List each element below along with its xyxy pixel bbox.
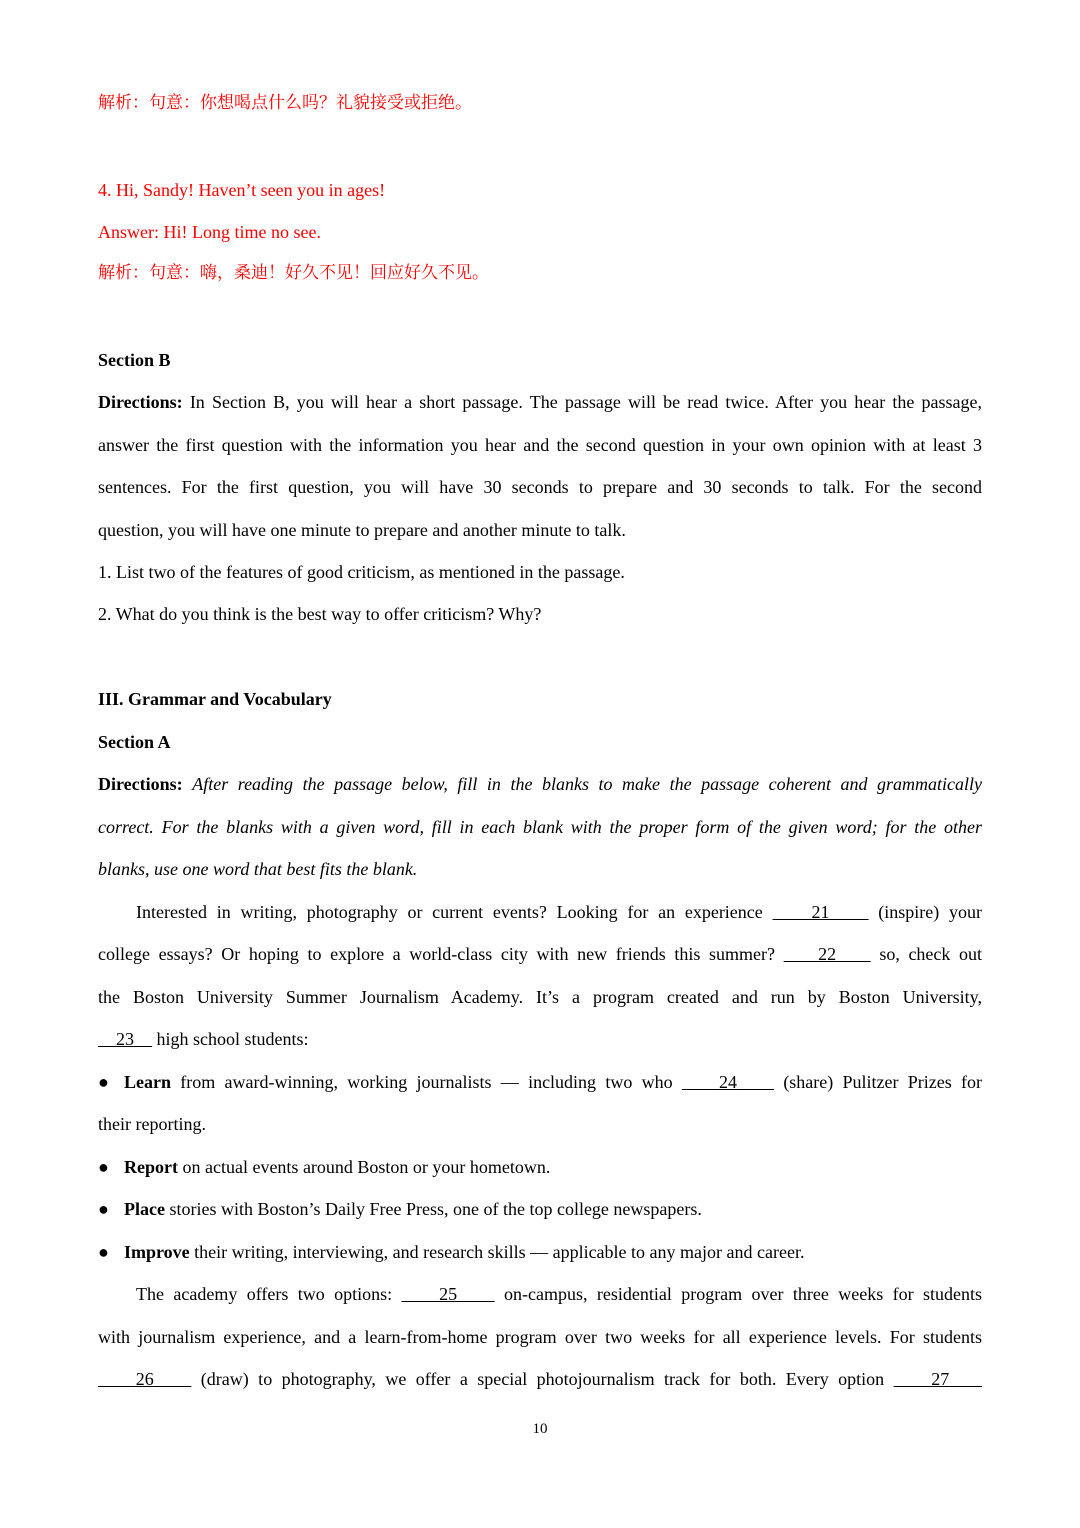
blank-22[interactable]: 22 <box>818 944 837 964</box>
bullet-keyword: Improve <box>124 1242 190 1262</box>
passage2-line-2: with journalism experience, and a learn-from-home program over two weeks for all experience levels. For students <box>98 1327 982 1347</box>
directions-label: Directions: <box>98 392 183 412</box>
bullet-icon: ● <box>98 1199 109 1219</box>
passage-line-2 <box>98 941 982 967</box>
bullet-icon: ● <box>98 1242 109 1262</box>
section-b-directions-line-2: answer the first question with the information you hear and the second question in your own opinion with at least 3 <box>98 435 982 455</box>
passage-text: (inspire) your <box>878 902 983 922</box>
bullet-improve <box>98 1239 982 1265</box>
section-a-directions-line-3: blanks, use one word that best fits the blank. <box>98 859 418 879</box>
q4-prompt: 4. Hi, Sandy! Haven’t seen you in ages! <box>98 180 386 200</box>
bullet-keyword: Learn <box>124 1072 171 1092</box>
passage-line-3: the Boston University Summer Journalism Academy. It’s a program created and run by Boston University, <box>98 987 982 1007</box>
directions-text: In Section B, you will hear a short passage. The passage will be read twice. After you hear the passage, <box>189 392 983 412</box>
section-b-directions-line-4: question, you will have one minute to prepare and another minute to talk. <box>98 520 626 540</box>
directions-label: Directions: <box>98 774 183 794</box>
blank-26[interactable]: 26 <box>135 1369 154 1389</box>
question-2: 2. What do you think is the best way to offer criticism? Why? <box>98 604 542 624</box>
section-a-directions-line-2: correct. For the blanks with a given word, fill in each blank with the proper form of the given word; for the other <box>98 817 982 837</box>
passage-text: so, check out <box>879 944 983 964</box>
q4-analysis: 解析：句意：嗨，桑迪！好久不见！回应好久不见。 <box>98 263 489 283</box>
section-b-directions-line-1 <box>98 389 982 415</box>
passage2-line-3 <box>98 1366 982 1392</box>
passage-line-4 <box>98 1026 982 1052</box>
question-1: 1. List two of the features of good criticism, as mentioned in the passage. <box>98 562 625 582</box>
page-number: 10 <box>532 1421 548 1437</box>
passage-text: on-campus, residential program over three weeks for students <box>503 1284 983 1304</box>
bullet-text: their writing, interviewing, and research skills — applicable to any major and career. <box>194 1242 805 1262</box>
passage-text: Interested in writing, photography or current events? Looking for an experience <box>136 902 763 922</box>
q3-analysis: 解析：句意：你想喝点什么吗？礼貌接受或拒绝。 <box>98 93 472 113</box>
passage-text: (draw) to photography, we offer a special photojournalism track for both. Every option <box>200 1369 885 1389</box>
bullet-keyword: Report <box>124 1157 178 1177</box>
bullet-keyword: Place <box>124 1199 165 1219</box>
bullet-learn-cont: their reporting. <box>98 1114 206 1134</box>
document-page <box>98 0 982 1528</box>
directions-text: After reading the passage below, fill in the blanks to make the passage coherent and grammatically <box>192 774 983 794</box>
part-3-title: III. Grammar and Vocabulary <box>98 689 332 709</box>
section-b-title: Section B <box>98 350 171 370</box>
bullet-text: from award-winning, working journalists — including two who <box>180 1072 673 1092</box>
blank-23[interactable]: 23 <box>116 1029 134 1049</box>
bullet-place <box>98 1196 982 1222</box>
section-a-directions-line-1 <box>98 771 982 797</box>
bullet-text: stories with Boston’s Daily Free Press, one of the top college newspapers. <box>169 1199 702 1219</box>
section-a-title: Section A <box>98 732 171 752</box>
bullet-report <box>98 1154 982 1180</box>
passage2-line-1 <box>98 1281 982 1307</box>
bullet-text: on actual events around Boston or your hometown. <box>182 1157 551 1177</box>
q4-answer: Answer: Hi! Long time no see. <box>98 222 321 242</box>
bullet-icon: ● <box>98 1072 109 1092</box>
blank-21[interactable]: 21 <box>811 902 830 922</box>
bullet-icon: ● <box>98 1157 109 1177</box>
passage-line-1 <box>98 899 982 925</box>
passage-text: The academy offers two options: <box>136 1284 393 1304</box>
section-b-directions-line-3: sentences. For the first question, you will have 30 seconds to prepare and 30 seconds to talk. For the second <box>98 477 982 497</box>
bullet-learn <box>98 1069 982 1095</box>
passage-text: high school students: <box>156 1029 309 1049</box>
passage-text: college essays? Or hoping to explore a world-class city with new friends this summer? <box>98 944 775 964</box>
blank-25[interactable]: 25 <box>439 1284 458 1304</box>
bullet-text: (share) Pulitzer Prizes for <box>783 1072 983 1092</box>
blank-27[interactable]: 27 <box>931 1369 950 1389</box>
blank-24[interactable]: 24 <box>718 1072 737 1092</box>
